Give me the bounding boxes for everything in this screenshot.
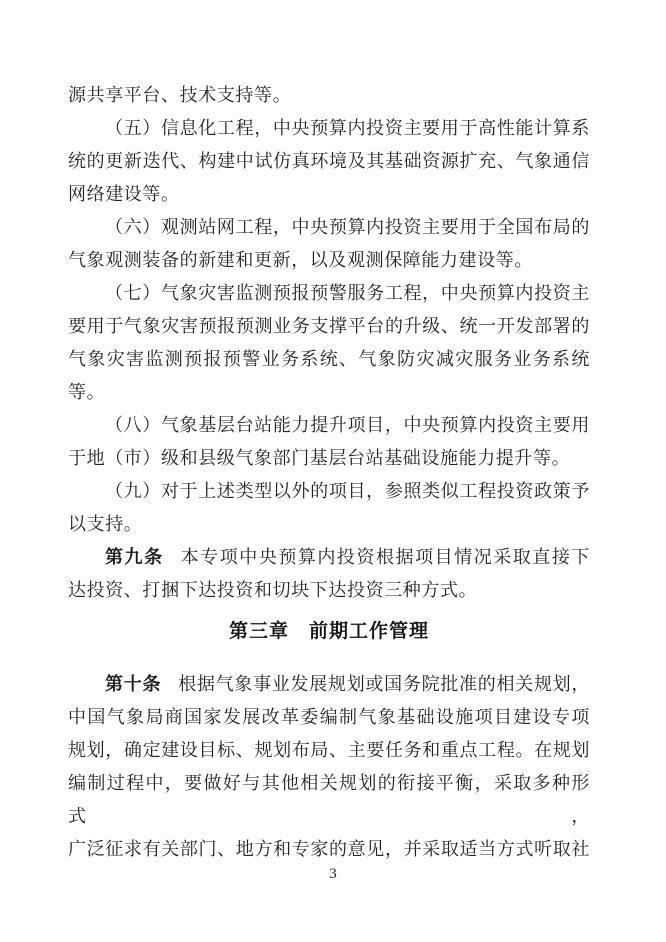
text-line: 以支持。: [68, 514, 143, 534]
paragraph: [68, 112, 590, 211]
chapter-heading: 第三章 前期工作管理: [228, 621, 429, 642]
text-line: 第九条 本专项中央预算内投资根据项目情况采取直接下: [105, 547, 590, 567]
paragraph: [68, 475, 590, 541]
paragraph: [68, 277, 590, 409]
text-line: 达投资、打捆下达投资和切块下达投资三种方式。: [68, 580, 478, 600]
document-body: [68, 79, 590, 866]
text-line: 中国气象局商国家发展改革委编制气象基础设施项目建设专项: [68, 707, 590, 727]
text-line: （七）气象灾害监测预报预警服务工程，中央预算内投资主: [105, 283, 590, 303]
text-line: 编制过程中，要做好与其他相关规划的衔接平衡，采取多种形式，: [68, 773, 590, 826]
paragraph: [68, 541, 590, 607]
text-line: 源共享平台、技术支持等。: [68, 85, 292, 105]
paragraph: [68, 79, 590, 112]
paragraph: [68, 409, 590, 475]
text-line: 气象灾害监测预报预警业务系统、气象防灾减灾服务业务系统: [68, 349, 590, 369]
text-line: 网络建设等。: [68, 184, 180, 204]
text-line: （九）对于上述类型以外的项目，参照类似工程投资政策予: [105, 481, 590, 501]
text-line: （六）观测站网工程，中央预算内投资主要用于全国布局的: [105, 217, 590, 237]
text-line: 要用于气象灾害预报预测业务支撑平台的升级、统一开发部署的: [68, 316, 590, 336]
paragraph: [68, 211, 590, 277]
text-line: 统的更新迭代、构建中试仿真环境及其基础资源扩充、气象通信: [68, 151, 590, 171]
article-label: 第十条: [105, 674, 162, 694]
paragraph: [68, 668, 590, 866]
text-line: 等。: [68, 382, 106, 402]
text-line: 广泛征求有关部门、地方和专家的意见，并采取适当方式听取社: [68, 839, 590, 859]
text-line: （五）信息化工程，中央预算内投资主要用于高性能计算系: [105, 118, 590, 138]
text-line: 于地（市）级和县级气象部门基层台站基础设施能力提升等。: [68, 448, 571, 468]
page-number: 3: [329, 866, 337, 882]
article-label: 第九条: [105, 547, 164, 567]
text-line: 气象观测装备的新建和更新，以及观测保障能力建设等。: [68, 250, 533, 270]
text-line: 规划，确定建设目标、规划布局、主要任务和重点工程。在规划: [68, 740, 590, 760]
text-line: （八）气象基层台站能力提升项目，中央预算内投资主要用: [105, 415, 590, 435]
text-line: 第十条 根据气象事业发展规划或国务院批准的相关规划，: [105, 674, 590, 694]
